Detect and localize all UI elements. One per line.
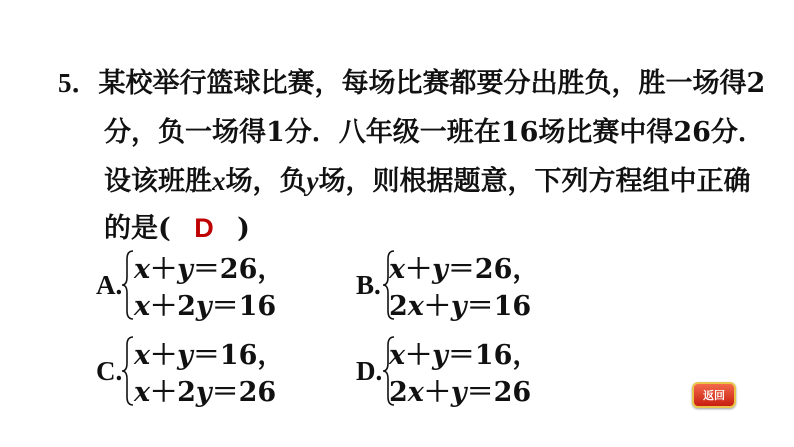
variable-x: x: [212, 166, 226, 196]
equation-part: ＋: [405, 254, 433, 285]
question-line-4: [104, 211, 250, 246]
equation-part: ＋: [150, 254, 178, 285]
equation-part: y: [195, 377, 212, 408]
equation-part: 2x: [389, 377, 424, 408]
question-text-2: 分，负一场得1分．八年级一班在16场比赛中得26分．: [104, 117, 765, 148]
equation-part: y: [195, 291, 212, 322]
option-c-eq1: [134, 333, 284, 372]
variable-y: y: [306, 166, 319, 196]
option-label-c: C.: [96, 355, 123, 386]
equation-part: 2x: [389, 291, 424, 322]
question-text-3b: 场，负: [225, 166, 307, 197]
option-label-a: A.: [96, 269, 123, 300]
equation-part: x: [389, 254, 406, 285]
equation-part: ＋: [405, 340, 433, 371]
option-a-eq2: [134, 284, 276, 323]
equation-part: y: [177, 340, 193, 371]
equation-part: x: [389, 340, 406, 371]
question-number: 5: [58, 68, 72, 98]
equation-part: ＝16，: [192, 340, 285, 371]
equation-part: ＝16，: [447, 340, 540, 371]
option-b-eq1: [389, 247, 539, 286]
equation-part: ＋: [150, 340, 178, 371]
question-line-2: [104, 116, 765, 150]
equation-part: ＝26，: [447, 254, 540, 285]
equation-part: ＝26: [466, 377, 532, 408]
question-text-1: ．某校举行篮球比赛，每场比赛都要分出胜负，胜一场得2: [71, 68, 766, 99]
equation-part: ＋2: [150, 291, 196, 322]
option-label-b: B.: [356, 269, 381, 300]
equation-part: y: [450, 291, 467, 322]
option-d-eq2: [389, 370, 531, 409]
option-d-eq1: [389, 333, 539, 372]
equation-part: ＝26，: [192, 254, 285, 285]
answer-text: D: [194, 213, 214, 243]
equation-part: ＝16: [466, 291, 532, 322]
equation-part: x: [134, 340, 151, 371]
equation-part: y: [432, 254, 448, 285]
option-label-d: D.: [356, 355, 383, 386]
question-text-4b: ): [237, 213, 250, 244]
equation-part: y: [432, 340, 448, 371]
back-button[interactable]: [692, 382, 736, 408]
equation-part: ＋2: [150, 377, 196, 408]
option-brace-a: [121, 249, 135, 321]
question-text-4a: 的是(: [104, 213, 171, 244]
option-a-eq1: [134, 247, 284, 286]
equation-part: x: [134, 377, 151, 408]
equation-part: x: [134, 291, 151, 322]
option-c-eq2: [134, 370, 276, 409]
equation-part: ＝16: [211, 291, 277, 322]
back-button-label: 返回: [703, 389, 725, 402]
equation-part: y: [177, 254, 193, 285]
equation-part: ＋: [423, 377, 451, 408]
equation-part: x: [134, 254, 151, 285]
option-brace-c: [121, 335, 135, 407]
equation-part: ＋: [423, 291, 451, 322]
question-text-3a: 设该班胜: [104, 166, 212, 197]
option-b-eq2: [389, 284, 531, 323]
equation-part: ＝26: [211, 377, 277, 408]
equation-part: y: [450, 377, 467, 408]
question-line-1: [58, 66, 765, 101]
question-text-3c: 场，则根据题意，下列方程组中正确: [318, 166, 751, 197]
question-line-3: [104, 164, 750, 199]
